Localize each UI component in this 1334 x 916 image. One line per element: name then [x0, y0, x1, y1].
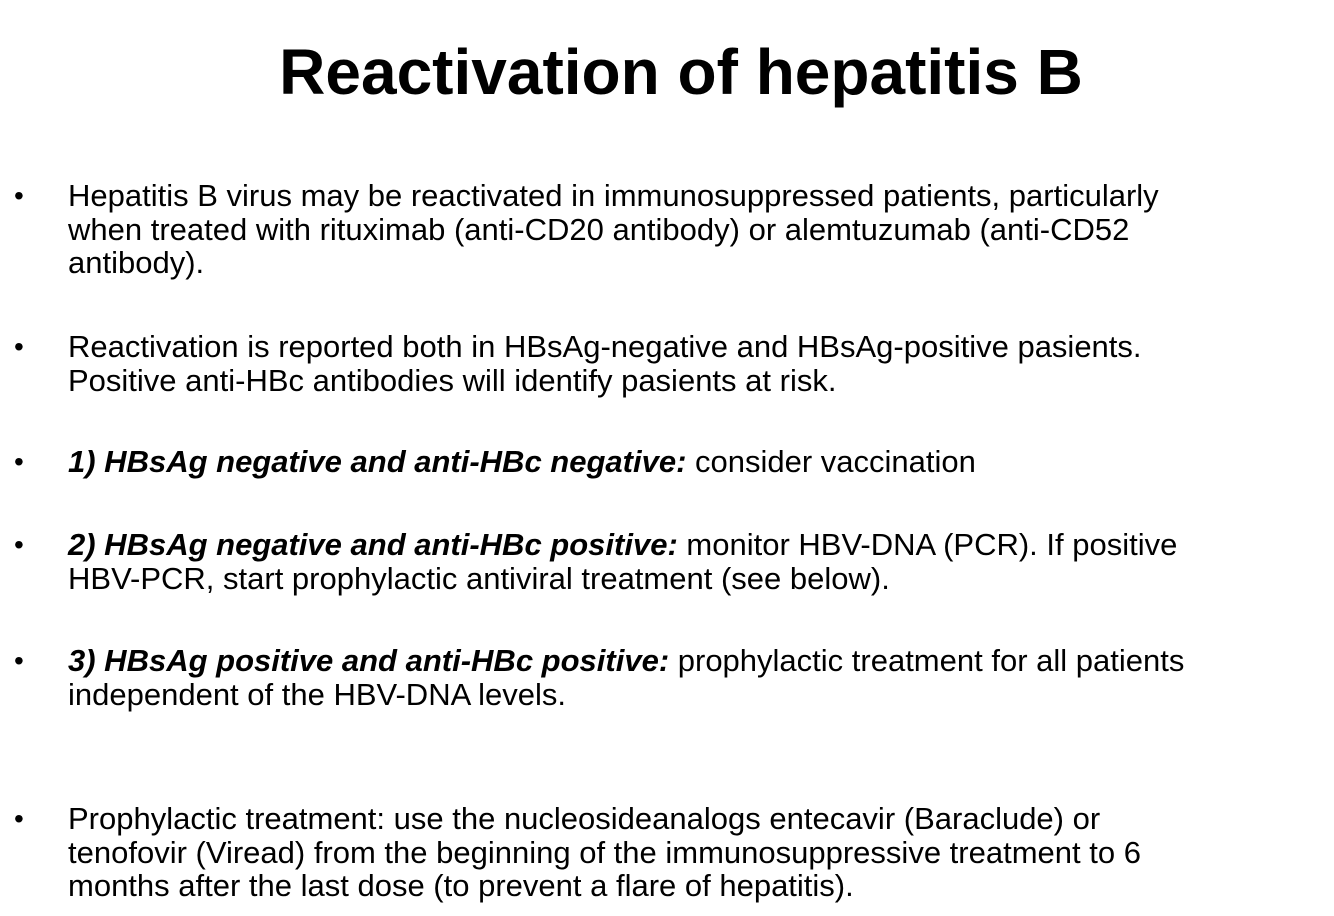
bullet-line: Positive anti-HBc antibodies will identify pasients at risk.: [68, 362, 837, 398]
bullet-text: [68, 445, 1330, 479]
bullet-marker: •: [14, 645, 24, 676]
bullet-line: tenofovir (Viread) from the beginning of the immunosuppressive treatment to 6: [68, 834, 1141, 870]
bullet-line: months after the last dose (to prevent a flare of hepatitis).: [68, 868, 854, 903]
bullet-text: [68, 179, 1330, 280]
case-heading: 1) HBsAg negative and anti-HBc negative:: [68, 444, 687, 479]
bullet-line: Hepatitis B virus may be reactivated in immunosuppressed patients, particularly: [68, 178, 1159, 213]
case-detail: prophylactic treatment for all patients: [669, 643, 1185, 678]
case-detail: consider vaccination: [686, 444, 976, 479]
bullet-text: [68, 528, 1330, 595]
bullet-marker: •: [14, 180, 24, 211]
bullet-marker: •: [14, 331, 24, 362]
bullet-marker: •: [14, 803, 24, 834]
bullet-line: when treated with rituximab (anti-CD20 antibody) or alemtuzumab (anti-CD52: [68, 211, 1130, 247]
slide-title: Reactivation of hepatitis B: [279, 36, 1083, 108]
bullet-line: antibody).: [68, 245, 205, 280]
bullet-line: Prophylactic treatment: use the nucleosideanalogs entecavir (Baraclude) or: [68, 801, 1101, 836]
bullet-text: [68, 644, 1330, 711]
bullet-line: Reactivation is reported both in HBsAg-negative and HBsAg-positive pasients.: [68, 329, 1142, 364]
bullet-text: [68, 802, 1330, 903]
bullet-marker: •: [14, 529, 24, 560]
case-heading: 2) HBsAg negative and anti-HBc positive:: [68, 527, 678, 562]
case-heading: 3) HBsAg positive and anti-HBc positive:: [68, 643, 670, 678]
case-detail: monitor HBV-DNA (PCR). If positive: [677, 527, 1178, 562]
bullet-marker: •: [14, 446, 24, 477]
bullet-line: HBV-PCR, start prophylactic antiviral treatment (see below).: [68, 560, 890, 596]
bullet-line: independent of the HBV-DNA levels.: [68, 676, 567, 712]
bullet-text: [68, 330, 1330, 397]
